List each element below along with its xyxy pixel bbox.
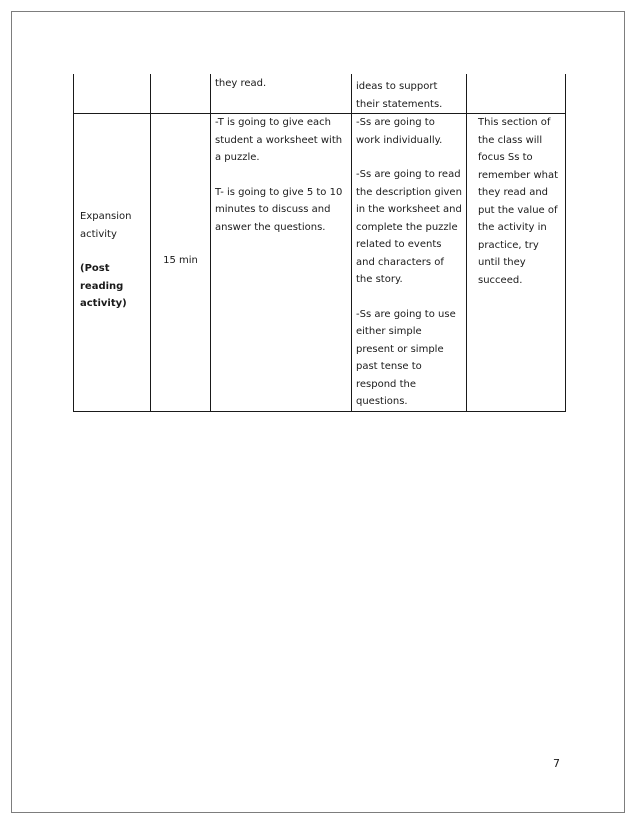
teacher-activity-cell-continued	[211, 74, 352, 114]
lesson-plan-table	[73, 74, 566, 412]
student-step-1: -Ss are going to work individually.	[356, 117, 443, 146]
student-activity-tail: ideas to support their statements.	[356, 81, 443, 110]
stage-label: Expansion activity	[80, 211, 132, 240]
stage-cell-continued	[74, 74, 151, 114]
table-row	[74, 74, 566, 114]
time-cell-continued	[151, 74, 211, 114]
page-number: 7	[553, 757, 560, 770]
student-activity-cell	[352, 114, 467, 412]
teacher-step-1: -T is going to give each student a worksheet with a puzzle.	[215, 117, 343, 163]
teacher-activity-cell	[211, 114, 352, 412]
teacher-activity-tail: they read.	[215, 78, 267, 89]
purpose-text: This section of the class will focus Ss to remember what they read and put the value of the activity in practice, try until they succeed.	[478, 117, 559, 286]
student-activity-cell-continued	[352, 74, 467, 114]
purpose-cell	[467, 114, 566, 412]
stage-cell	[74, 114, 151, 412]
student-step-3: -Ss are going to use either simple present or simple past tense to respond the questions.	[356, 308, 456, 407]
student-step-2: -Ss are going to read the description given in the worksheet and complete the puzzle related to events and characters of the story.	[356, 169, 462, 285]
time-cell	[151, 114, 211, 412]
stage-sublabel: (Post reading activity)	[80, 263, 127, 309]
teacher-step-2: T- is going to give 5 to 10 minutes to discuss and answer the questions.	[215, 186, 343, 233]
table-row	[74, 114, 566, 412]
duration: 15 min	[163, 254, 198, 266]
purpose-cell-continued	[467, 74, 566, 114]
